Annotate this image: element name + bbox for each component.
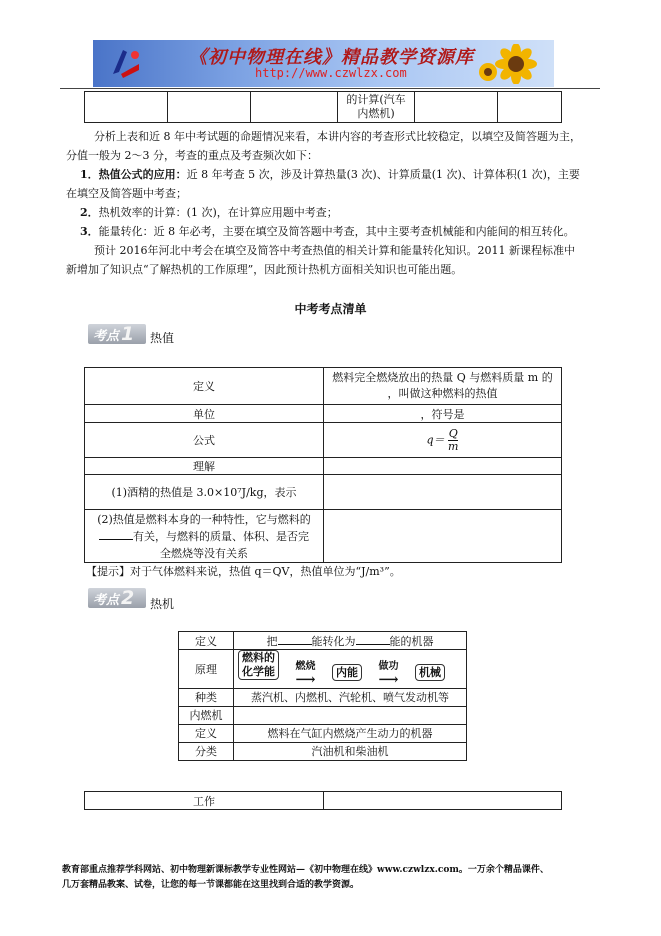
kaodian-2-badge: 考点 2 — [88, 588, 146, 608]
page-footer — [62, 863, 602, 893]
ice-def-value: 燃料在气缸内燃烧产生动力的机器 — [234, 724, 467, 742]
analysis-item-3: 3．能量转化：近 8 年必考，主要在填空及简答题中考查，其中主要考查机械能和内能间的相互转化。 — [80, 225, 575, 238]
kaodian-1-title: 热值 — [150, 331, 175, 345]
ice-def-label: 定义 — [179, 724, 234, 742]
kaodian-2-title: 热机 — [150, 597, 175, 611]
analysis-para-1: 分析上表和近 8 年中考试题的命题情况来看，本讲内容的考查形式比较稳定，以填空及简答题为主，分值一般为 2～3 分，考查的重点及考查频次如下： — [66, 130, 581, 162]
header-rule — [60, 88, 600, 89]
heat-value-table — [84, 367, 562, 563]
principle-flow — [234, 650, 467, 689]
header-banner — [93, 40, 554, 87]
site-logo-icon — [109, 46, 143, 80]
heat-engine-table — [178, 631, 467, 761]
footer-line-1: 教育部重点推荐学科网站、初中物理新课标教学专业性网站—《初中物理在线》www.czwlzx.com。一万余个精品课件、 — [62, 865, 549, 875]
understand-1: (1)酒精的热值是 3.0×10⁷J/kg，表示 — [85, 475, 324, 510]
engine-def-value: 把 能转化为 能的机器 — [234, 632, 467, 650]
analysis-item-1: 1．热值公式的应用：近 8 年考查 5 次，涉及计算热量(3 次)、计算质量(1 次)、计算体积(1 次)，主要在填空及简答题中考查； — [66, 168, 580, 200]
def-label: 定义 — [85, 368, 324, 405]
unit-value: ，符号是 — [324, 405, 562, 423]
analysis-para-2: 预计 2016年河北中考会在填空及简答中考查热值的相关计算和能量转化知识。2011 新课程标准中新增加了知识点“了解热机的工作原理”，因此预计热机方面相关知识也可能出题。 — [66, 244, 575, 276]
analysis-item-2: 2．热机效率的计算：(1 次)，在计算应用题中考查； — [80, 206, 338, 219]
work-table — [84, 791, 562, 810]
ice-class-label: 分类 — [179, 742, 234, 760]
top-table-fragment — [84, 91, 562, 123]
banner-title: 《初中物理在线》精品教学资源库 — [189, 47, 474, 68]
principle-label: 原理 — [179, 650, 234, 689]
analysis-section — [66, 127, 584, 279]
flow-arrow-work: 做功 ⟶ — [378, 660, 399, 688]
work-label: 工作 — [85, 792, 324, 810]
sunflower-icon — [476, 44, 546, 84]
top-table-cell: 的计算(汽车 内燃机) — [338, 92, 415, 123]
tip-text: 【提示】对于气体燃料来说，热值 q＝QV，热值单位为“J/m³”。 — [86, 565, 401, 578]
formula-label: 公式 — [85, 423, 324, 458]
types-value: 蒸汽机、内燃机、汽轮机、喷气发动机等 — [234, 688, 467, 706]
understand-2: (2)热值是燃料本身的一种特性，它与燃料的 有关，与燃料的质量、体积、是否完 全燃烧等没有关系 — [85, 510, 324, 563]
footer-line-2: 几万套精品教案、试卷，让您的每一节课都能在这里找到合适的教学资源。 — [62, 880, 360, 890]
unit-label: 单位 — [85, 405, 324, 423]
blank-line — [99, 529, 133, 540]
def-value: 燃料完全燃烧放出的热量 Q 与燃料质量 m 的 ，叫做这种燃料的热值 — [324, 368, 562, 405]
flow-box-internal: 内能 — [332, 664, 362, 681]
flow-arrow-burn: 燃烧 ⟶ — [295, 660, 316, 688]
flow-box-chemical: 燃料的 化学能 — [238, 650, 279, 680]
flow-box-mechanical: 机械 — [415, 664, 445, 681]
formula-value: q＝ $\frac{Q}{m}$ — [324, 423, 562, 458]
types-label: 种类 — [179, 688, 234, 706]
banner-url: http://www.czwlzx.com — [255, 66, 407, 80]
kaodian-1-badge: 考点 1 — [88, 324, 146, 344]
ice-label: 内燃机 — [179, 706, 234, 724]
section-title: 中考考点清单 — [294, 302, 367, 316]
ice-class-value: 汽油机和柴油机 — [234, 742, 467, 760]
engine-def-label: 定义 — [179, 632, 234, 650]
understand-label: 理解 — [85, 458, 324, 475]
